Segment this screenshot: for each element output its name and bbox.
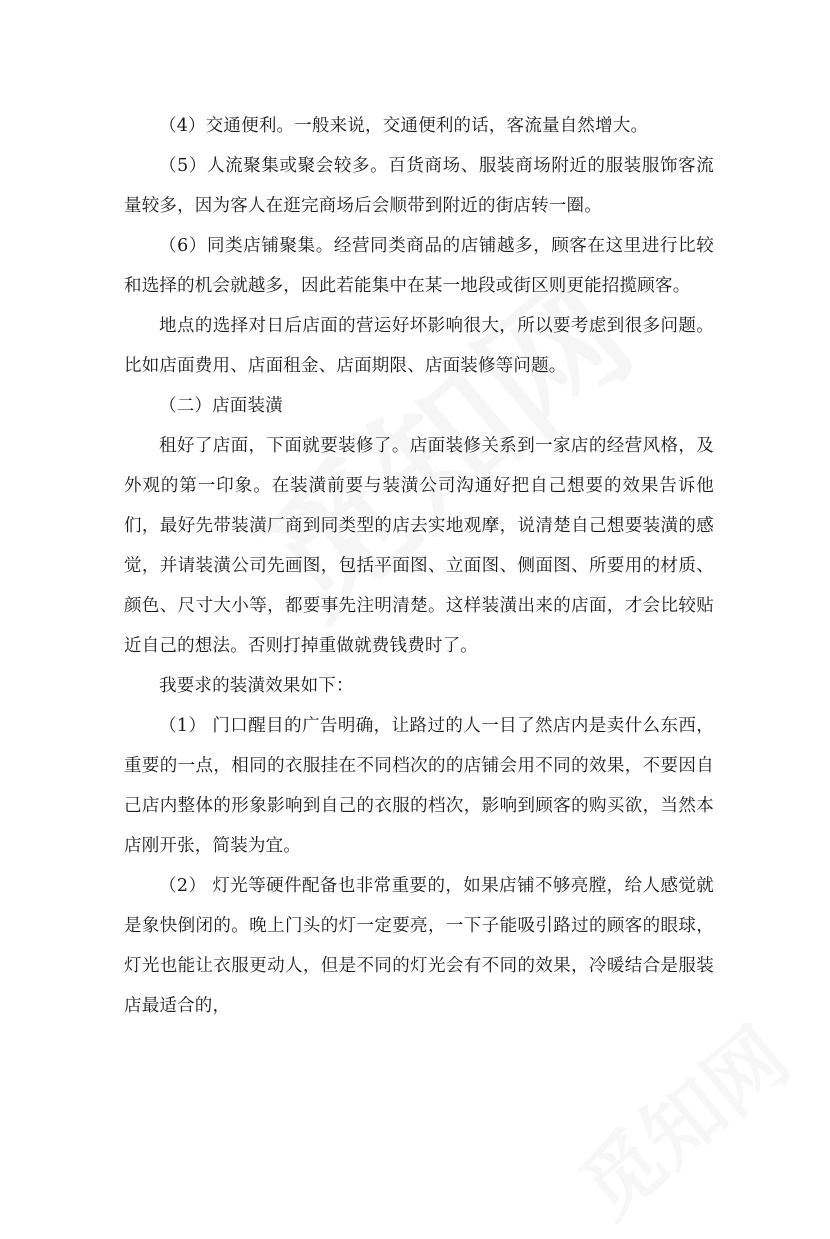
paragraph-requirement-2: （2） 灯光等硬件配备也非常重要的，如果店铺不够亮膛，给人感觉就是象快倒闭的。晚上门头的灯一定要亮，一下子能吸引路过的顾客的眼球，灯光也能让衣服更动人，但是不同的灯光会有不同的效果，冷暖结合是服装店最适合的， bbox=[124, 876, 714, 1016]
section-heading-decoration: （二）店面装潢 bbox=[159, 396, 283, 416]
document-body bbox=[124, 106, 714, 1026]
paragraph-crowd: （5）人流聚集或聚会较多。百货商场、服装商场附近的服装服饰客流量较多，因为客人在逛完商场后会顺带到附近的街店转一圈。 bbox=[124, 156, 714, 216]
paragraph-traffic: （4）交通便利。一般来说，交通便利的话，客流量自然增大。 bbox=[159, 116, 649, 136]
watermark-corner bbox=[551, 996, 809, 1238]
paragraph-requirement-1: （1） 门口醒目的广告明确，让路过的人一目了然店内是卖什么东西，重要的一点，相同的衣服挂在不同档次的的店铺会用不同的效果，不要因自己店内整体的形象影响到自己的衣服的档次，影响到顾客的购买欲，当然本店刚开张，简装为宜。 bbox=[124, 716, 714, 856]
paragraph-requirements-intro: 我要求的装潢效果如下： bbox=[159, 676, 354, 696]
paragraph-location-choice: 地点的选择对日后店面的营运好坏影响很大，所以要考虑到很多问题。比如店面费用、店面租金、店面期限、店面装修等问题。 bbox=[124, 316, 714, 376]
paragraph-similar-stores: （6）同类店铺聚集。经营同类商品的店铺越多，顾客在这里进行比较和选择的机会就越多，因此若能集中在某一地段或街区则更能招揽顾客。 bbox=[124, 236, 714, 296]
paragraph-decoration-intro: 租好了店面，下面就要装修了。店面装修关系到一家店的经营风格，及外观的第一印象。在装潢前要与装潢公司沟通好把自己想要的效果告诉他们，最好先带装潢厂商到同类型的店去实地观摩，说清楚自己想要装潢的感觉，并请装潢公司先画图，包括平面图、立面图、侧面图、所要用的材质、颜色、尺寸大小等，都要事先注明清楚。这样装潢出来的店面，才会比较贴近自己的想法。否则打掉重做就费钱费时了。 bbox=[124, 436, 714, 656]
